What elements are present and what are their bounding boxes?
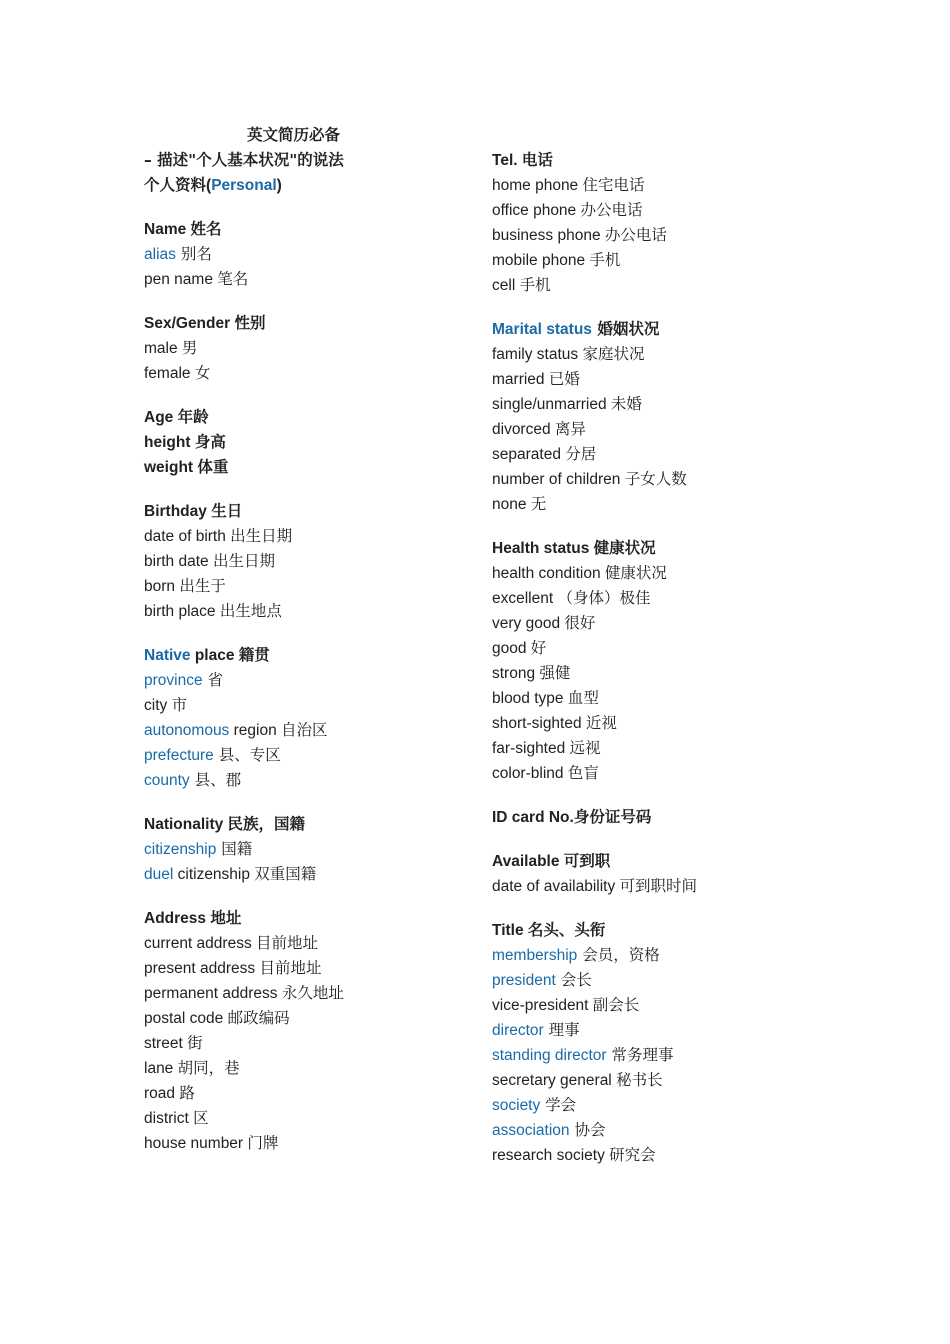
vocab-item [492, 561, 792, 586]
blank-line [492, 123, 792, 148]
english-term: Address [144, 910, 211, 927]
english-term: divorced [492, 421, 555, 438]
vocab-item [492, 943, 792, 968]
section-heading [144, 430, 464, 455]
chinese-term: 血型 [567, 689, 599, 707]
vocab-item [492, 1118, 792, 1143]
chinese-term: 门牌 [247, 1134, 279, 1152]
chinese-term: 分居 [565, 445, 597, 463]
english-term: postal code [144, 1010, 228, 1027]
chinese-term: 笔名 [217, 270, 249, 288]
chinese-term: 年龄 [177, 408, 209, 426]
section-heading [144, 906, 464, 931]
english-term: business phone [492, 227, 605, 244]
section-heading [144, 148, 464, 173]
vocab-item [144, 267, 464, 292]
section-gap [492, 298, 792, 317]
linked-term[interactable]: prefecture [144, 747, 214, 764]
chinese-term: 研究会 [609, 1146, 656, 1164]
section-heading [492, 849, 792, 874]
vocab-item [492, 636, 792, 661]
chinese-term: 副会长 [592, 996, 640, 1014]
english-term: single/unmarried [492, 396, 611, 413]
chinese-term: 女 [194, 364, 211, 382]
vocab-item [144, 743, 464, 768]
chinese-term: 生日 [211, 502, 243, 520]
section-heading [144, 643, 464, 668]
vocab-item [144, 1006, 464, 1031]
english-term: color-blind [492, 765, 568, 782]
english-term: present address [144, 960, 260, 977]
chinese-term: 婚姻状况 [591, 320, 660, 338]
chinese-term: 会长 [555, 971, 592, 989]
section-heading [492, 918, 792, 943]
section-heading [144, 217, 464, 242]
english-term: far-sighted [492, 740, 570, 757]
english-term: office phone [492, 202, 581, 219]
chinese-term: 出生于 [179, 577, 226, 595]
linked-term[interactable]: Marital status [492, 321, 592, 338]
section-heading [144, 311, 464, 336]
chinese-term: 胡同，巷 [177, 1059, 240, 1077]
chinese-term: 身高 [194, 433, 226, 451]
english-term: health condition [492, 565, 605, 582]
chinese-term: 省 [202, 671, 224, 689]
english-term: mobile phone [492, 252, 590, 269]
chinese-term: 地址 [210, 909, 242, 927]
english-term: ) [276, 177, 282, 194]
english-term: Nationality [144, 816, 228, 833]
chinese-term: 强健 [539, 664, 571, 682]
vocab-item [492, 993, 792, 1018]
chinese-term: 手机 [589, 251, 621, 269]
chinese-term: 手机 [519, 276, 551, 294]
chinese-term: 可到职 [563, 852, 611, 870]
vocab-item [144, 549, 464, 574]
english-term: short-sighted [492, 715, 586, 732]
english-term: ( [206, 177, 212, 194]
english-term: citizenship [173, 866, 255, 883]
vocab-item [492, 874, 792, 899]
chinese-term: 目前地址 [259, 959, 322, 977]
linked-term[interactable]: duel [144, 866, 174, 883]
chinese-term: 学会 [540, 1096, 577, 1114]
section-heading [144, 173, 464, 198]
chinese-term: 身份证号码 [573, 808, 652, 826]
chinese-term: 电话 [521, 151, 553, 169]
chinese-term: （身体）极佳 [557, 589, 651, 607]
vocab-item [144, 668, 464, 693]
chinese-term: 县、专区 [213, 746, 281, 764]
english-term: birth place [144, 603, 220, 620]
chinese-term: 健康状况 [604, 564, 667, 582]
english-term: house number [144, 1135, 248, 1152]
english-term: region [229, 722, 282, 739]
vocab-item [144, 931, 464, 956]
right-column [492, 123, 792, 1168]
chinese-term: 已婚 [548, 370, 580, 388]
section-gap [144, 887, 464, 906]
chinese-term: 姓名 [190, 220, 222, 238]
vocab-item [492, 1068, 792, 1093]
chinese-term: 健康状况 [593, 539, 656, 557]
chinese-term: 市 [171, 696, 188, 714]
chinese-term: 性别 [234, 314, 266, 332]
vocab-item [492, 686, 792, 711]
vocab-item [492, 1018, 792, 1043]
vocab-item [144, 524, 464, 549]
english-term: Name [144, 221, 191, 238]
chinese-term: 县、郡 [189, 771, 242, 789]
chinese-term: 名头、头衔 [527, 921, 606, 939]
section-gap [144, 292, 464, 311]
vocab-item [492, 661, 792, 686]
chinese-term: 色盲 [567, 764, 599, 782]
chinese-term: 近视 [585, 714, 617, 732]
vocab-item [492, 1043, 792, 1068]
english-term: vice-president [492, 997, 593, 1014]
vocab-item [144, 981, 464, 1006]
vocab-item [492, 223, 792, 248]
english-term: Age [144, 409, 178, 426]
english-term: Birthday [144, 503, 212, 520]
section-heading [144, 812, 464, 837]
chinese-term: 英文简历必备 [247, 126, 341, 144]
vocab-item [492, 342, 792, 367]
english-term: street [144, 1035, 188, 1052]
english-term: permanent address [144, 985, 282, 1002]
english-term: Available [492, 853, 564, 870]
vocab-item [492, 1093, 792, 1118]
vocab-item [492, 417, 792, 442]
section-gap [144, 624, 464, 643]
section-heading [144, 405, 464, 430]
chinese-term: 无 [530, 495, 547, 513]
chinese-term: 很好 [564, 614, 596, 632]
linked-term[interactable]: county [144, 772, 190, 789]
linked-term[interactable]: standing director [492, 1047, 607, 1064]
linked-term[interactable]: citizenship [144, 841, 217, 858]
vocab-item [144, 1031, 464, 1056]
vocab-item [492, 392, 792, 417]
vocab-item [492, 761, 792, 786]
english-term: Sex/Gender [144, 315, 235, 332]
chinese-term: 未婚 [610, 395, 642, 413]
chinese-term: 远视 [569, 739, 601, 757]
vocab-item [144, 718, 464, 743]
vocab-item [144, 599, 464, 624]
chinese-term: 目前地址 [256, 934, 319, 952]
english-term: place [190, 647, 239, 664]
english-term: pen name [144, 271, 218, 288]
vocab-item [492, 442, 792, 467]
english-term: research society [492, 1147, 610, 1164]
english-term: cell [492, 277, 520, 294]
linked-term[interactable]: Native [144, 647, 191, 664]
linked-term[interactable]: Personal [211, 177, 277, 194]
vocab-item [492, 586, 792, 611]
english-term: Title [492, 922, 528, 939]
linked-term[interactable]: president [492, 972, 556, 989]
vocab-item [492, 492, 792, 517]
english-term: date of availability [492, 878, 620, 895]
vocab-item [144, 693, 464, 718]
vocab-item [492, 467, 792, 492]
vocab-item [492, 611, 792, 636]
section-gap [144, 793, 464, 812]
section-heading [492, 148, 792, 173]
section-heading [144, 455, 464, 480]
chinese-term: 国籍 [216, 840, 253, 858]
chinese-term: 离异 [554, 420, 586, 438]
english-term: home phone [492, 177, 583, 194]
vocab-item [144, 1106, 464, 1131]
chinese-term: 出生日期 [230, 527, 293, 545]
linked-term[interactable]: membership [492, 947, 578, 964]
vocab-item [144, 956, 464, 981]
vocab-item [144, 862, 464, 887]
english-term: Tel. [492, 152, 522, 169]
chinese-term: 路 [179, 1084, 195, 1102]
chinese-term: 出生地点 [219, 602, 282, 620]
english-term: number of children [492, 471, 625, 488]
section-heading [492, 805, 792, 830]
chinese-term: 永久地址 [281, 984, 344, 1002]
vocab-item [144, 361, 464, 386]
section-heading [492, 536, 792, 561]
linked-term[interactable]: association [492, 1122, 570, 1139]
chinese-term: 住宅电话 [582, 176, 645, 194]
vocab-item [492, 711, 792, 736]
chinese-term: 男 [181, 339, 198, 357]
english-term: district [144, 1110, 194, 1127]
english-term: birth date [144, 553, 213, 570]
linked-term[interactable]: alias [144, 246, 176, 263]
chinese-term: 理事 [543, 1021, 580, 1039]
english-term: weight [144, 459, 198, 476]
english-term: female [144, 365, 195, 382]
chinese-term: 会员，资格 [577, 946, 660, 964]
chinese-term: 常务理事 [606, 1046, 674, 1064]
english-term: family status [492, 346, 583, 363]
vocab-item [492, 736, 792, 761]
vocab-item [492, 198, 792, 223]
english-term: ID card No. [492, 809, 574, 826]
chinese-term: – 描述"个人基本状况"的说法 [144, 151, 344, 169]
english-term: married [492, 371, 549, 388]
section-gap [492, 786, 792, 805]
chinese-term: 街 [187, 1034, 203, 1052]
english-term: lane [144, 1060, 178, 1077]
english-term: born [144, 578, 180, 595]
chinese-term: 邮政编码 [227, 1009, 290, 1027]
section-gap [492, 517, 792, 536]
vocab-item [144, 1081, 464, 1106]
chinese-term: 家庭状况 [582, 345, 645, 363]
vocab-item [144, 768, 464, 793]
chinese-term: 办公电话 [580, 201, 643, 219]
chinese-term: 子女人数 [624, 470, 687, 488]
english-term: height [144, 434, 195, 451]
chinese-term: 办公电话 [604, 226, 667, 244]
chinese-term: 好 [530, 639, 547, 657]
english-term: road [144, 1085, 180, 1102]
english-term: current address [144, 935, 256, 952]
english-term: secretary general [492, 1072, 617, 1089]
chinese-term: 可到职时间 [619, 877, 698, 895]
vocab-item [144, 1056, 464, 1081]
vocab-item [492, 173, 792, 198]
english-term: blood type [492, 690, 568, 707]
vocab-item [144, 574, 464, 599]
section-gap [492, 830, 792, 849]
english-term: date of birth [144, 528, 231, 545]
vocab-item [144, 336, 464, 361]
chinese-term: 体重 [197, 458, 229, 476]
chinese-term: 双重国籍 [254, 865, 317, 883]
chinese-term: 秘书长 [616, 1071, 663, 1089]
section-gap [492, 899, 792, 918]
english-term: Health status [492, 540, 594, 557]
section-heading [144, 499, 464, 524]
document-title [144, 123, 464, 148]
vocab-item [492, 248, 792, 273]
english-term: none [492, 496, 531, 513]
chinese-term: 民族，国籍 [227, 815, 306, 833]
chinese-term: 协会 [569, 1121, 606, 1139]
left-column [144, 123, 464, 1156]
linked-term[interactable]: province [144, 672, 203, 689]
linked-term[interactable]: society [492, 1097, 541, 1114]
chinese-term: 个人资料 [144, 176, 207, 194]
section-gap [144, 198, 464, 217]
chinese-term: 自治区 [281, 721, 328, 739]
chinese-term: 区 [193, 1109, 209, 1127]
english-term: good [492, 640, 531, 657]
vocab-item [492, 273, 792, 298]
vocab-item [492, 367, 792, 392]
vocab-item [144, 837, 464, 862]
vocab-item [144, 1131, 464, 1156]
english-term: strong [492, 665, 540, 682]
vocab-item [492, 1143, 792, 1168]
section-heading [492, 317, 792, 342]
chinese-term: 别名 [175, 245, 212, 263]
chinese-term: 出生日期 [212, 552, 275, 570]
chinese-term: 籍贯 [238, 646, 270, 664]
linked-term[interactable]: autonomous [144, 722, 230, 739]
english-term: excellent [492, 590, 558, 607]
vocab-item [492, 968, 792, 993]
linked-term[interactable]: director [492, 1022, 544, 1039]
english-term: very good [492, 615, 565, 632]
english-term: separated [492, 446, 566, 463]
english-term: city [144, 697, 172, 714]
english-term: male [144, 340, 182, 357]
section-gap [144, 480, 464, 499]
vocab-item [144, 242, 464, 267]
section-gap [144, 386, 464, 405]
